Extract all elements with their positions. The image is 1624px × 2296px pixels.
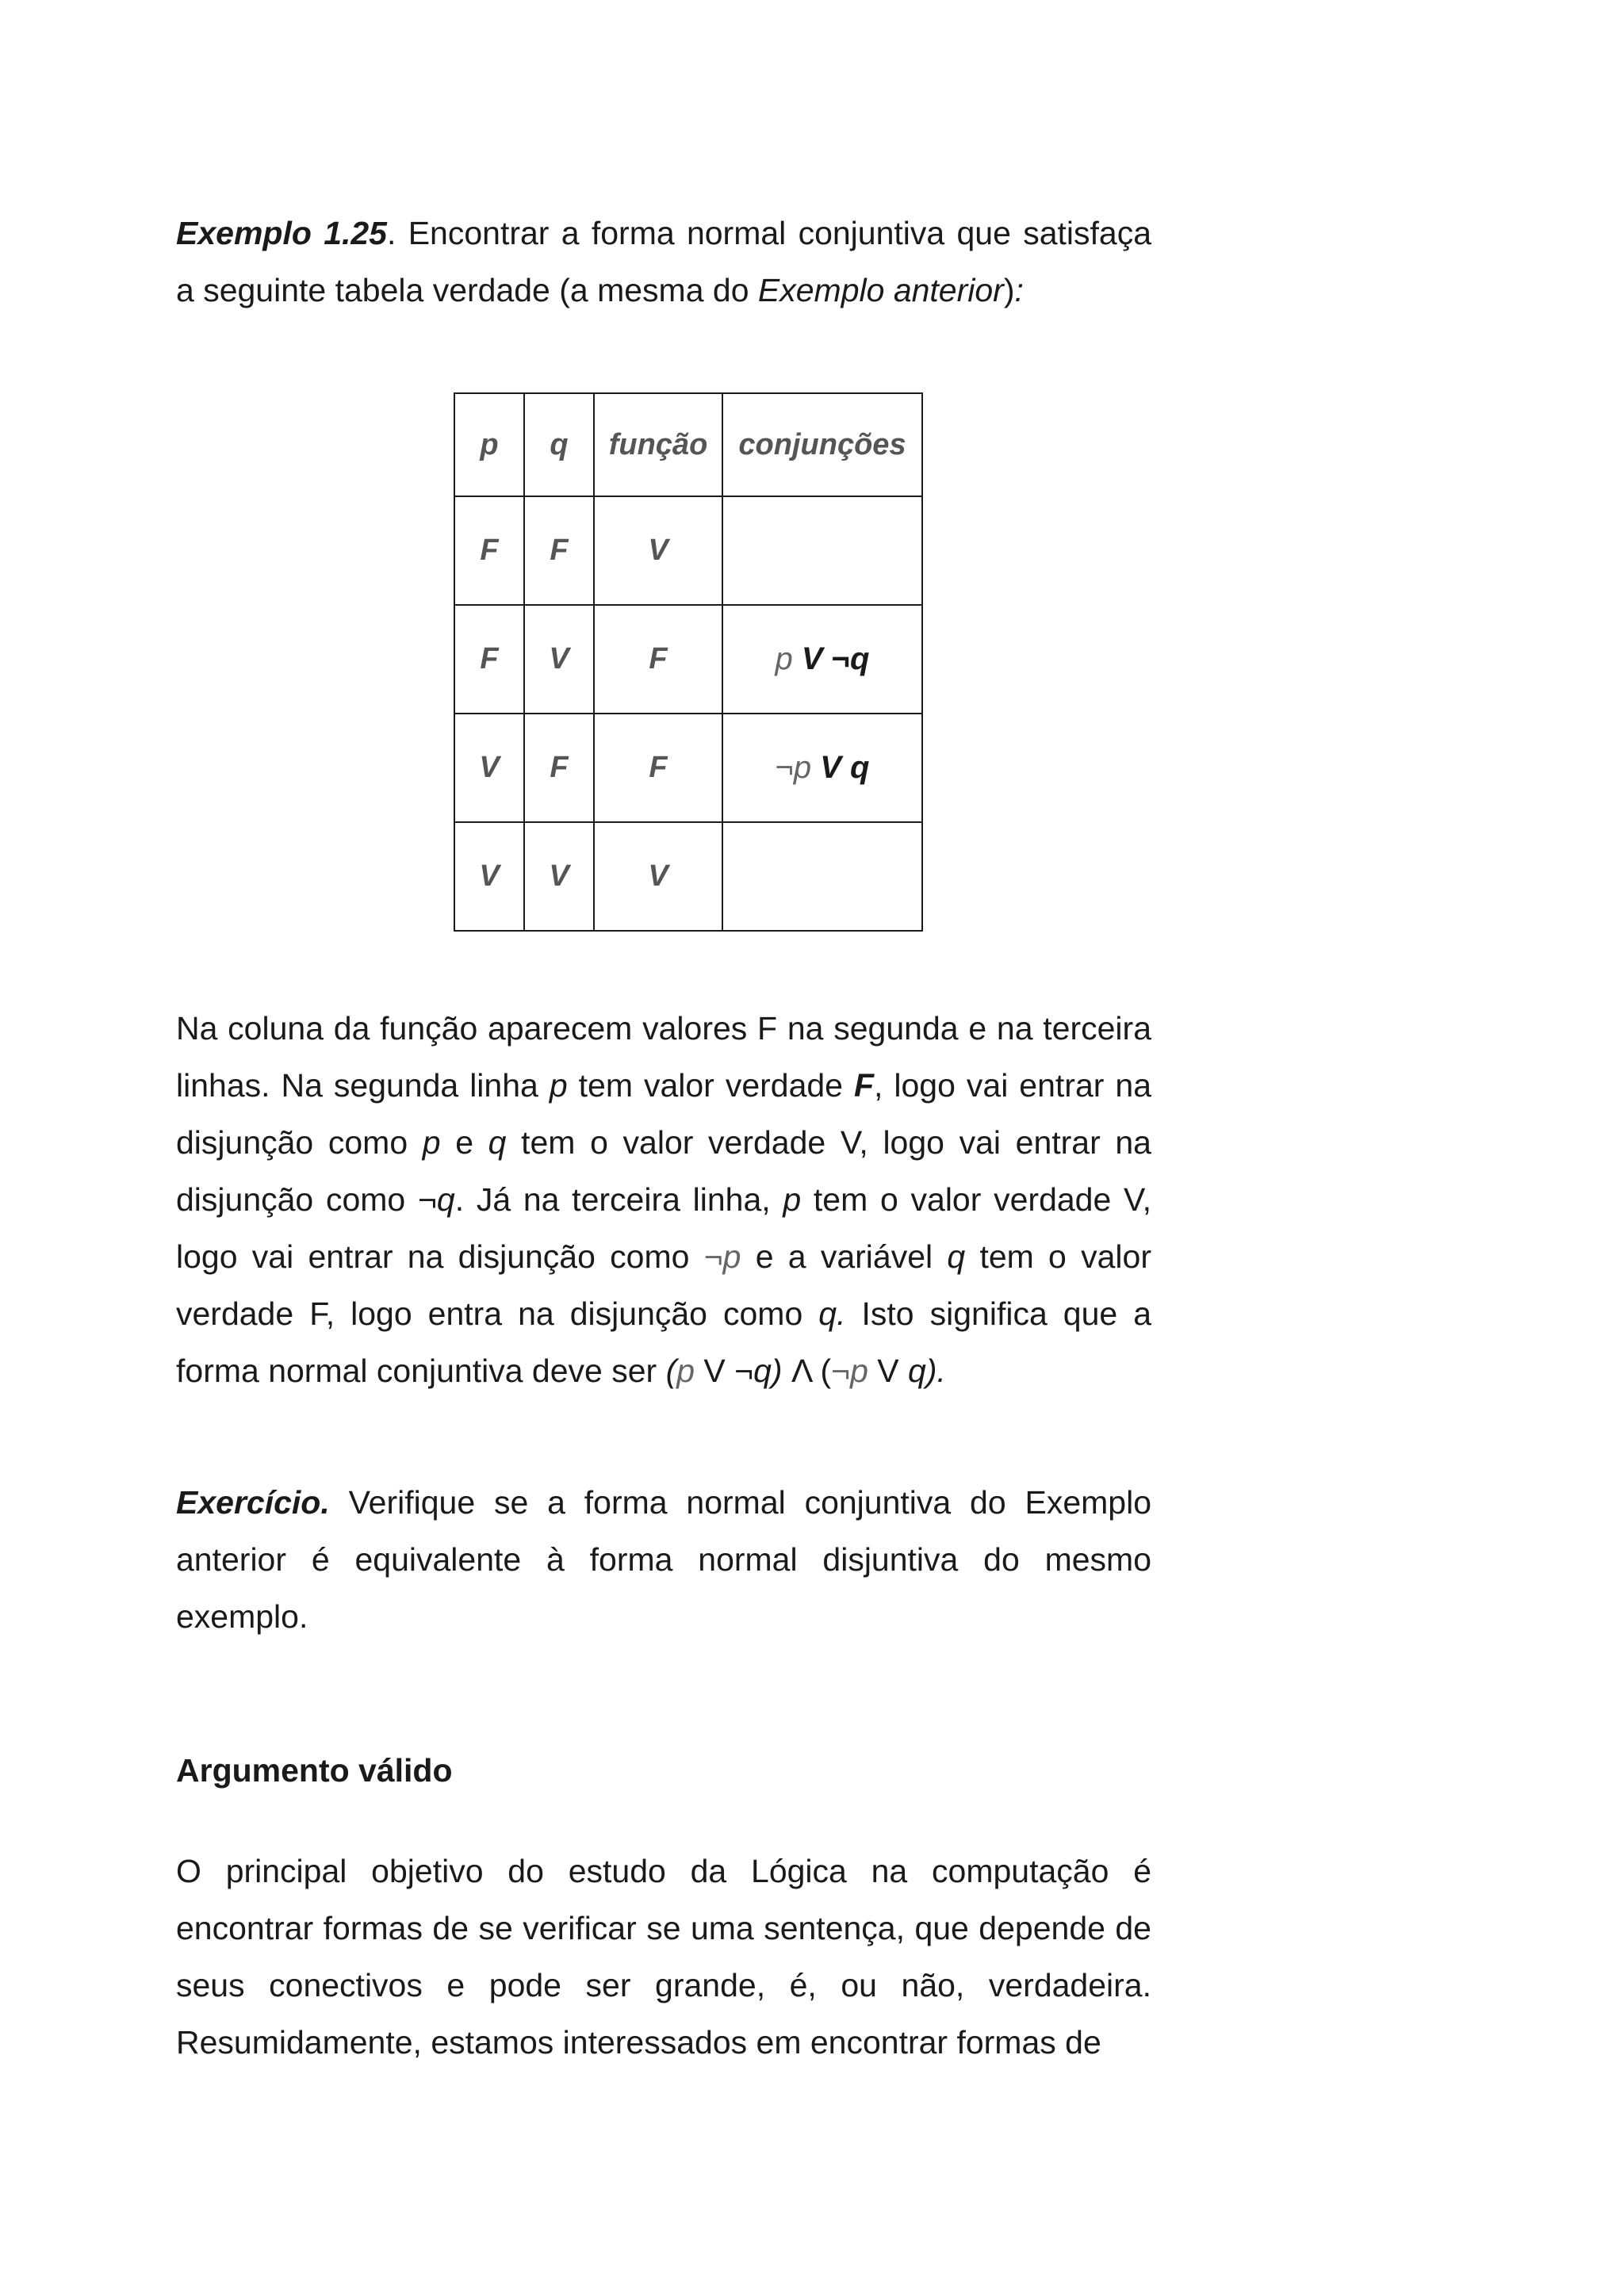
- section-heading: Argumento válido: [176, 1752, 453, 1789]
- text-run: , logo vai entrar na disjunção como: [176, 1067, 1151, 1161]
- var-p: p: [549, 1067, 568, 1104]
- text-run: Na coluna da função aparecem valores F na segunda e na terceira linhas. Na segunda linha: [176, 1010, 1151, 1104]
- example-colon: :: [1014, 272, 1024, 308]
- var-q: q: [947, 1238, 966, 1275]
- text-run: tem o valor verdade V, logo vai entrar na disjunção como: [176, 1181, 1151, 1275]
- table-row: [454, 496, 922, 605]
- header-funcao: função: [594, 393, 722, 496]
- conj-var: p: [775, 641, 793, 676]
- formula-part: p: [676, 1353, 695, 1389]
- example-close: ): [1003, 272, 1015, 308]
- table-row: [454, 822, 922, 931]
- text-run: tem o valor verdade V, logo vai entrar na disjunção como: [176, 1124, 1151, 1218]
- cell-q: V: [524, 822, 594, 931]
- cell-p: V: [454, 714, 524, 822]
- cell-funcao: F: [594, 714, 722, 822]
- example-text: . Encontrar a forma normal conjuntiva que satisfaça a seguinte tabela verdade (a mesma do: [176, 215, 1152, 308]
- example-label: Exemplo 1.25: [176, 215, 387, 251]
- var-not-q: ¬q: [417, 1181, 455, 1218]
- cell-p: V: [454, 822, 524, 931]
- example-reference: Exemplo anterior: [757, 272, 1004, 308]
- var-p: p: [783, 1181, 802, 1218]
- formula-part: Λ (: [782, 1353, 832, 1389]
- cell-q: F: [524, 496, 594, 605]
- cell-funcao: V: [594, 822, 722, 931]
- formula-part: q).: [908, 1353, 946, 1389]
- cell-funcao: F: [594, 605, 722, 714]
- header-conjuncoes: conjunções: [722, 393, 922, 496]
- table-row: [454, 605, 922, 714]
- header-p: p: [454, 393, 524, 496]
- formula-part: ¬q): [734, 1353, 783, 1389]
- cell-conjuncao: [722, 605, 922, 714]
- exercise-label: Exercício.: [176, 1484, 330, 1521]
- header-q: q: [524, 393, 594, 496]
- value-false: F: [853, 1067, 875, 1104]
- conj-expr: V q: [811, 750, 870, 785]
- var-p: p: [422, 1124, 441, 1161]
- formula-part: V: [868, 1353, 899, 1389]
- table-row: [454, 714, 922, 822]
- cell-conjuncao: [722, 496, 922, 605]
- truth-table-container: [454, 392, 923, 932]
- cell-q: V: [524, 605, 594, 714]
- cell-q: F: [524, 714, 594, 822]
- cell-funcao: V: [594, 496, 722, 605]
- exercise-paragraph: [176, 1474, 1151, 1645]
- conj-expr: V ¬q: [792, 641, 870, 676]
- example-paragraph: [176, 205, 1151, 319]
- formula-part: (: [665, 1353, 677, 1389]
- exercise-text: Verifique se a forma normal conjuntiva do Exemplo anterior é equivalente à forma normal disjuntiva do mesmo exemplo.: [176, 1484, 1151, 1635]
- text-run: e: [440, 1124, 488, 1161]
- formula: [666, 1353, 946, 1389]
- text-run: e a variável: [741, 1238, 948, 1275]
- truth-table: [454, 392, 923, 932]
- conj-var: ¬p: [775, 750, 812, 785]
- cell-conjuncao: [722, 822, 922, 931]
- table-header-row: [454, 393, 922, 496]
- text-run: tem valor verdade: [567, 1067, 854, 1104]
- var-q: q: [488, 1124, 507, 1161]
- text-run: . Já na terceira linha,: [454, 1181, 783, 1218]
- body-paragraph: O principal objetivo do estudo da Lógica na computação é encontrar formas de se verificar se uma sentença, que depende de seus conectivos e pode ser grande, é, ou não, verdadeira. Resumidamente, estamos interessados em encontrar formas de: [176, 1853, 1151, 2061]
- cell-p: F: [454, 605, 524, 714]
- var-not-p: ¬p: [703, 1238, 741, 1275]
- formula-part: ¬p: [831, 1353, 868, 1389]
- text-run: Isto significa que a forma normal conjuntiva deve ser: [176, 1295, 1151, 1389]
- explanation-paragraph: [176, 1000, 1151, 1399]
- var-q: q.: [818, 1295, 846, 1332]
- cell-p: F: [454, 496, 524, 605]
- text-run: tem o valor verdade F, logo entra na disjunção como: [176, 1238, 1151, 1332]
- cell-conjuncao: [722, 714, 922, 822]
- formula-part: V: [695, 1353, 735, 1389]
